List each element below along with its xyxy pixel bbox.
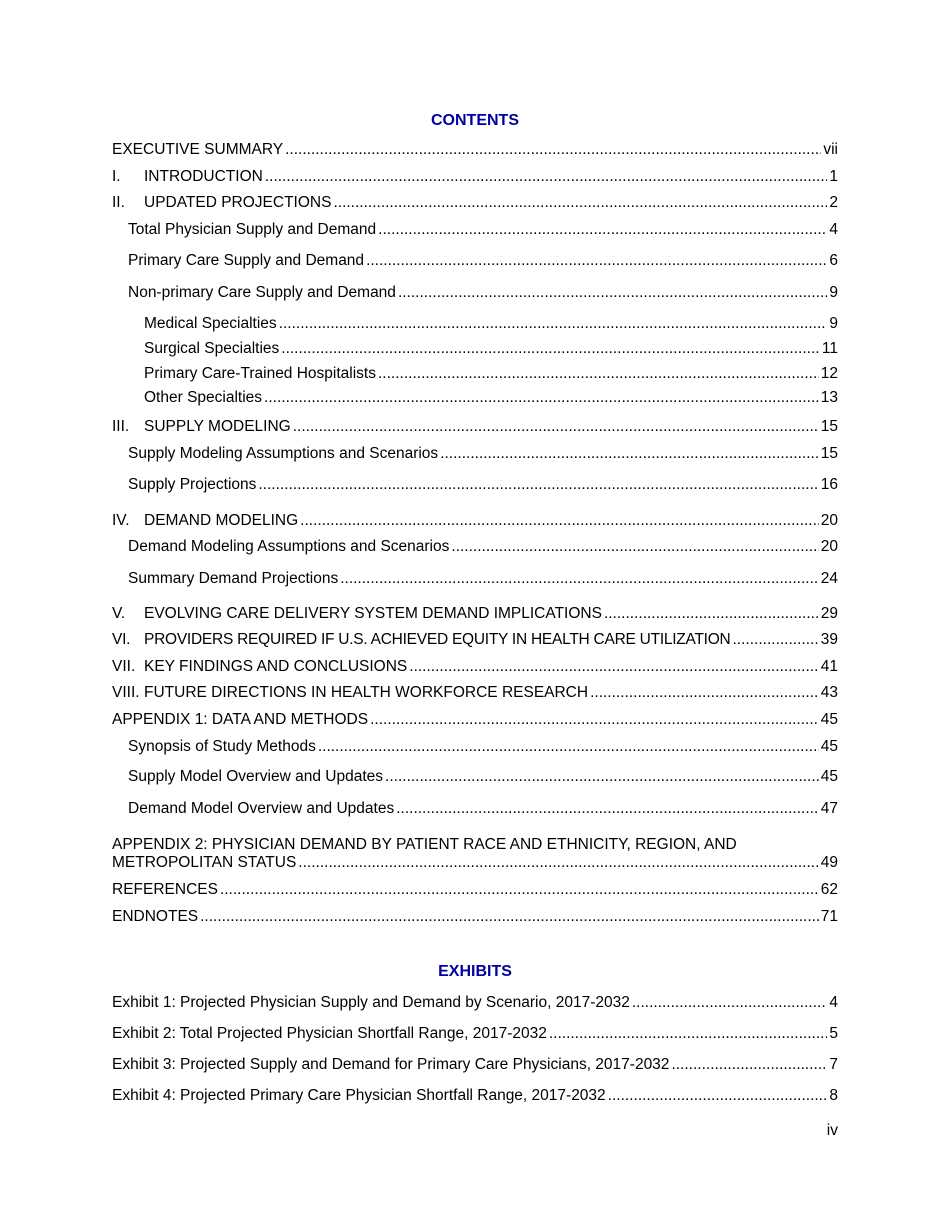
toc-entry-label: Demand Model Overview and Updates <box>128 800 395 817</box>
exhibit-entry-label: Exhibit 3: Projected Supply and Demand for Primary Care Physicians, 2017-2032 <box>112 1056 670 1073</box>
toc-entry-page: 1 <box>829 168 838 185</box>
toc-entry-page: 24 <box>820 570 838 587</box>
contents-heading: CONTENTS <box>431 112 519 129</box>
toc-entry-label: SUPPLY MODELING <box>144 418 291 435</box>
toc-entry-label: APPENDIX 2: PHYSICIAN DEMAND BY PATIENT RACE AND ETHNICITY, REGION, AND <box>112 836 737 853</box>
toc-entry-number: III. <box>112 418 130 435</box>
toc-entry-number: V. <box>112 605 126 622</box>
toc-entry-number: II. <box>112 194 125 211</box>
exhibit-entry-page: 5 <box>829 1025 838 1042</box>
toc-entry-page: 4 <box>829 221 838 238</box>
toc-entry-label: Synopsis of Study Methods <box>128 738 316 755</box>
toc-entry-page: 20 <box>820 512 838 529</box>
toc-entry-label: Non-primary Care Supply and Demand <box>128 284 396 301</box>
toc-entry[interactable] <box>128 737 838 757</box>
toc-entry-page: 6 <box>829 252 838 269</box>
toc-entry[interactable] <box>144 364 838 384</box>
toc-entry[interactable] <box>112 193 838 213</box>
exhibit-entry-page: 7 <box>829 1056 838 1073</box>
toc-entry-page: 71 <box>820 908 838 925</box>
exhibit-entry[interactable] <box>112 1086 838 1106</box>
toc-entry-label: Surgical Specialties <box>144 340 280 357</box>
toc-entry[interactable] <box>128 283 838 303</box>
toc-entry[interactable] <box>128 251 838 271</box>
toc-entry-number: I. <box>112 168 121 185</box>
toc-entry[interactable] <box>112 880 838 900</box>
toc-entry-page: 45 <box>820 768 838 785</box>
exhibit-entry-label: Exhibit 2: Total Projected Physician Shortfall Range, 2017-2032 <box>112 1025 547 1042</box>
toc-entry-label: KEY FINDINGS AND CONCLUSIONS <box>144 658 408 675</box>
exhibits-heading: EXHIBITS <box>438 963 512 980</box>
toc-entry[interactable] <box>144 388 838 408</box>
toc-entry[interactable] <box>128 569 838 589</box>
toc-entry[interactable] <box>128 444 838 464</box>
toc-entry-label: Primary Care Supply and Demand <box>128 252 365 269</box>
toc-entry[interactable] <box>112 604 838 624</box>
toc-entry-label: Supply Modeling Assumptions and Scenarios <box>128 445 439 462</box>
exhibit-entry[interactable] <box>112 993 838 1013</box>
toc-entry-page: 41 <box>820 658 838 675</box>
toc-entry-label: REFERENCES <box>112 881 218 898</box>
toc-entry-label: FUTURE DIRECTIONS IN HEALTH WORKFORCE RESEARCH <box>144 684 589 701</box>
toc-entry[interactable] <box>112 657 838 677</box>
toc-entry-number: IV. <box>112 512 130 529</box>
toc-entry-page: 47 <box>820 800 838 817</box>
toc-entry[interactable] <box>128 767 838 787</box>
exhibit-entry-label: Exhibit 1: Projected Physician Supply and Demand by Scenario, 2017-2032 <box>112 994 630 1011</box>
exhibit-entry[interactable] <box>112 1024 838 1044</box>
toc-entry-number: VIII. <box>112 684 140 701</box>
toc-entry-label: EVOLVING CARE DELIVERY SYSTEM DEMAND IMPLICATIONS <box>144 605 602 622</box>
toc-entry[interactable] <box>128 475 838 495</box>
toc-entry-label: ENDNOTES <box>112 908 199 925</box>
toc-entry-page: 49 <box>820 854 838 871</box>
toc-entry-page: 13 <box>820 389 838 406</box>
toc-entry[interactable] <box>144 314 838 334</box>
toc-entry-number: VII. <box>112 658 136 675</box>
exhibit-entry-page: 8 <box>829 1087 838 1104</box>
toc-entry[interactable] <box>144 339 838 359</box>
toc-entry-label: METROPOLITAN STATUS <box>112 854 297 871</box>
page-number: iv <box>826 1122 838 1139</box>
toc-entry-label: INTRODUCTION <box>144 168 263 185</box>
toc-entry[interactable] <box>128 537 838 557</box>
exhibit-entry[interactable] <box>112 1055 838 1075</box>
toc-entry[interactable] <box>112 710 838 730</box>
toc-entry[interactable] <box>112 167 838 187</box>
toc-entry-page: 9 <box>829 315 838 332</box>
toc-entry-page: 15 <box>820 418 838 435</box>
toc-entry-label: Supply Model Overview and Updates <box>128 768 384 785</box>
toc-entry-label: Medical Specialties <box>144 315 277 332</box>
toc-entry-page: 20 <box>820 538 838 555</box>
toc-entry[interactable] <box>112 853 838 873</box>
toc-entry-label: DEMAND MODELING <box>144 512 299 529</box>
toc-entry-first-line[interactable] <box>112 835 838 855</box>
toc-entry[interactable] <box>112 683 838 703</box>
toc-entry-page: 39 <box>820 631 838 648</box>
toc-entry[interactable] <box>128 799 838 819</box>
toc-entry-label: Supply Projections <box>128 476 257 493</box>
toc-entry-label: PROVIDERS REQUIRED IF U.S. ACHIEVED EQUITY IN HEALTH CARE UTILIZATION <box>144 631 731 648</box>
toc-entry-number: VI. <box>112 631 131 648</box>
toc-entry-label: UPDATED PROJECTIONS <box>144 194 332 211</box>
toc-entry-page: 29 <box>820 605 838 622</box>
toc-entry[interactable] <box>112 630 838 650</box>
toc-entry-page: 15 <box>820 445 838 462</box>
toc-entry[interactable] <box>112 417 838 437</box>
toc-entry-page: 62 <box>820 881 838 898</box>
toc-entry-label: Summary Demand Projections <box>128 570 339 587</box>
toc-entry-label: EXECUTIVE SUMMARY <box>112 141 284 158</box>
toc-entry-label: Total Physician Supply and Demand <box>128 221 377 238</box>
toc-entry-page: 11 <box>821 340 838 357</box>
toc-entry-label: Other Specialties <box>144 389 263 406</box>
toc-entry-label: Demand Modeling Assumptions and Scenarios <box>128 538 450 555</box>
toc-entry-page: 2 <box>829 194 838 211</box>
toc-entry-page: 16 <box>820 476 838 493</box>
toc-entry-page: 45 <box>820 738 838 755</box>
toc-entry-page: 45 <box>820 711 838 728</box>
toc-entry-page: vii <box>823 141 838 158</box>
toc-entry[interactable] <box>112 907 838 927</box>
toc-entry[interactable] <box>112 140 838 160</box>
exhibit-entry-label: Exhibit 4: Projected Primary Care Physician Shortfall Range, 2017-2032 <box>112 1087 606 1104</box>
toc-entry-label: APPENDIX 1: DATA AND METHODS <box>112 711 369 728</box>
exhibit-entry-page: 4 <box>829 994 838 1011</box>
toc-entry-label: Primary Care-Trained Hospitalists <box>144 365 376 382</box>
toc-entry-page: 43 <box>820 684 838 701</box>
toc-entry-page: 9 <box>829 284 838 301</box>
toc-entry[interactable] <box>128 220 838 240</box>
toc-entry[interactable] <box>112 511 838 531</box>
toc-entry-page: 12 <box>820 365 838 382</box>
